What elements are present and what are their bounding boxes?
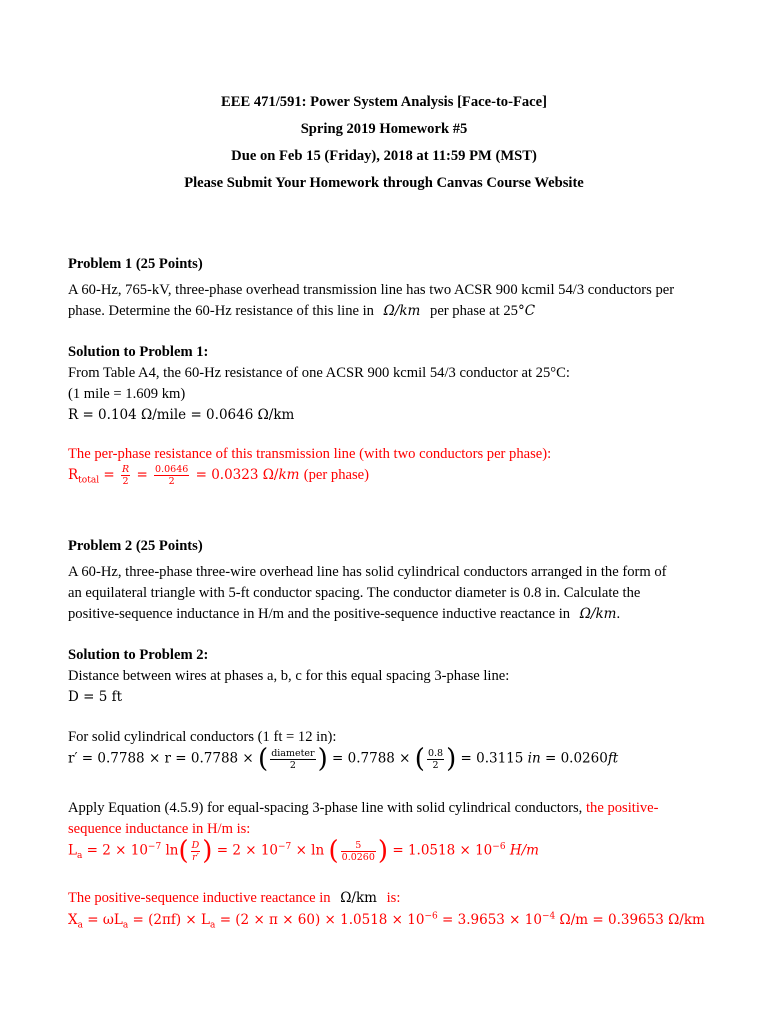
problem-2-text-line-1: A 60-Hz, three-phase three-wire overhead line has solid cylindrical conductors arranged in the form of	[68, 564, 667, 580]
course-title: EEE 471/591: Power System Analysis [Face-to-Face]	[220, 94, 547, 110]
solution-2-radius-equation: r′ = 0.7788 × r = 0.7788 × ( $\frac{\text{diameter}}{2}$ ) = 0.7788 × ( $\frac{0.8}{2}$ ) = 0.3115 in = 0.0260ft	[68, 744, 619, 774]
problem-2-title: Problem 2 (25 Points)	[68, 538, 203, 554]
solution-2-inductance-equation: $L_a = 2 \times 10^{-7}$ ln( $\frac{D}{r'}$ ) = $2 \times 10^{-7} \times \ln$ ( $\frac{5}{0.0260}$ ) = $1.0518 \times 10^{-6}$ H/m	[68, 836, 539, 866]
solution-2-apply-line-2: sequence inductance in H/m is:	[68, 821, 251, 837]
solution-1-line-2: (1 mile = 1.609 km)	[68, 386, 186, 402]
solution-2-apply-line: Apply Equation (4.5.9) for equal-spacing 3-phase line with solid cylindrical conductors, the positive-	[68, 800, 659, 816]
solution-2-title: Solution to Problem 2:	[68, 647, 209, 663]
solution-1-title: Solution to Problem 1:	[68, 344, 209, 360]
solution-2-line-1: Distance between wires at phases a, b, c for this equal spacing 3-phase line:	[68, 668, 510, 684]
solution-1-line-1: From Table A4, the 60-Hz resistance of one ACSR 900 kcmil 54/3 conductor at 25°C:	[68, 365, 570, 381]
solution-2-reactance-equation: $X_a = \omega L_a = (2\pi f) \times L_a = (2 \times \pi \times 60) \times 1.0518 \times 10^{-6} = 3.9653 \times 10^{-4}$ Ω/m = 0.39653 Ω/km	[68, 911, 705, 931]
problem-1-title: Problem 1 (25 Points)	[68, 256, 203, 272]
solution-2-distance: D = 5 ft	[68, 689, 123, 705]
due-date: Due on Feb 15 (Friday), 2018 at 11:59 PM (MST)	[231, 148, 537, 164]
solution-1-resistance: R = 0.104 Ω/mile = 0.0646 Ω/km	[68, 407, 295, 423]
problem-2-text-line-2: an equilateral triangle with 5-ft conductor spacing. The conductor diameter is 0.8 in. Calculate the	[68, 585, 641, 601]
solution-2-line-3: For solid cylindrical conductors (1 ft = 12 in):	[68, 729, 337, 745]
submission-note: Please Submit Your Homework through Canvas Course Website	[184, 175, 584, 191]
solution-1-red-note: The per-phase resistance of this transmission line (with two conductors per phase):	[68, 446, 552, 462]
problem-2-text-line-3: positive-sequence inductance in H/m and the positive-sequence inductive reactance in Ω/km.	[68, 606, 621, 622]
solution-2-reactance-line: The positive-sequence inductive reactance in Ω/km is:	[68, 890, 401, 906]
problem-1-text-line-2: phase. Determine the 60-Hz resistance of this line in Ω/km per phase at 25°C	[68, 303, 536, 319]
problem-1-text-line-1: A 60-Hz, 765-kV, three-phase overhead transmission line has two ACSR 900 kcmil 54/3 conductors per	[68, 282, 675, 298]
homework-title: Spring 2019 Homework #5	[300, 121, 468, 137]
solution-1-total-equation: $R_{total}$ = $\frac{R}{2}$ = $\frac{0.0646}{2}$ = 0.0323 Ω/km (per phase)	[68, 464, 369, 487]
